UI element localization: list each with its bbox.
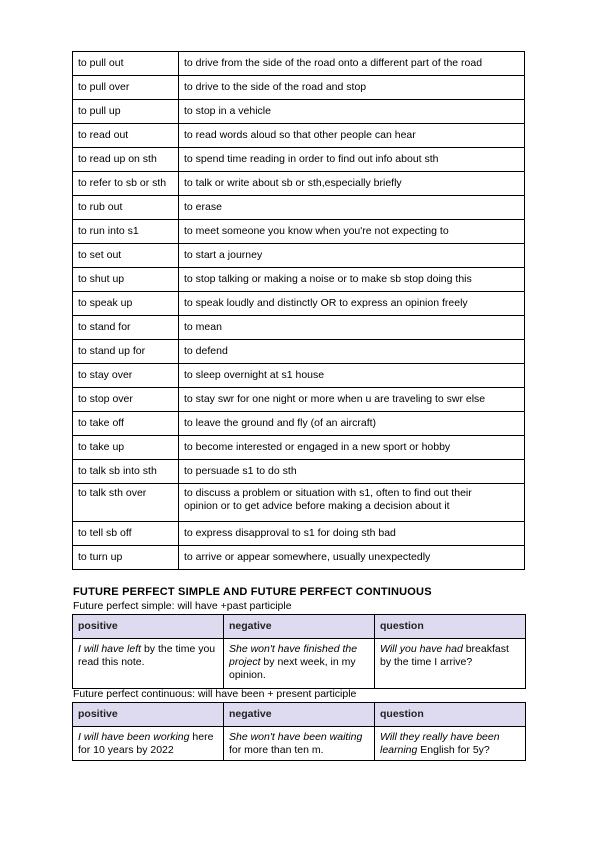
header-negative: negative: [224, 615, 375, 639]
table-row: [73, 522, 525, 546]
table-row: [73, 100, 525, 124]
header-question: question: [375, 703, 526, 727]
meaning-cell: to meet someone you know when you're not expecting to: [179, 220, 525, 244]
table-row: [73, 340, 525, 364]
phrasal-verb-cell: to pull out: [73, 52, 179, 76]
meaning-cell: to mean: [179, 316, 525, 340]
meaning-cell: to spend time reading in order to find out info about sth: [179, 148, 525, 172]
table-row: [73, 52, 525, 76]
phrasal-verb-cell: to stop over: [73, 388, 179, 412]
positive-example-rest: by the time you read this note.: [78, 643, 216, 668]
negative-example-verb: She won't have been waiting: [229, 731, 363, 743]
phrasal-verb-cell: to pull up: [73, 100, 179, 124]
phrasal-verb-cell: to turn up: [73, 546, 179, 570]
meaning-line: opinion or to get advice before making a decision about it: [184, 500, 450, 512]
meaning-cell: to talk or write about sb or sth,especially briefly: [179, 172, 525, 196]
meaning-cell: to become interested or engaged in a new sport or hobby: [179, 436, 525, 460]
meaning-cell: to defend: [179, 340, 525, 364]
positive-example: [73, 727, 224, 761]
table-row: [73, 196, 525, 220]
header-positive: positive: [73, 615, 224, 639]
positive-example-rest: here for 10 years by 2022: [78, 731, 214, 756]
meaning-cell: to stop in a vehicle: [179, 100, 525, 124]
positive-example: [73, 639, 224, 689]
meaning-cell: to leave the ground and fly (of an aircraft): [179, 412, 525, 436]
table-row: [73, 268, 525, 292]
section-title: FUTURE PERFECT SIMPLE AND FUTURE PERFECT CONTINUOUS: [73, 586, 432, 598]
table-row: [73, 244, 525, 268]
question-example-verb: Will you have had: [380, 643, 463, 655]
meaning-cell: to start a journey: [179, 244, 525, 268]
meaning-cell: to read words aloud so that other people can hear: [179, 124, 525, 148]
table-row: [73, 484, 525, 522]
future-perfect-continuous-table: [72, 702, 526, 761]
future-perfect-simple-table: [72, 614, 526, 689]
phrasal-verb-cell: to stand for: [73, 316, 179, 340]
negative-example: [224, 727, 375, 761]
phrasal-verb-cell: to take up: [73, 436, 179, 460]
header-positive: positive: [73, 703, 224, 727]
phrasal-verb-cell: to set out: [73, 244, 179, 268]
phrasal-verb-cell: to speak up: [73, 292, 179, 316]
table-row: [73, 388, 525, 412]
phrasal-verb-cell: to stay over: [73, 364, 179, 388]
meaning-cell: to speak loudly and distinctly OR to express an opinion freely: [179, 292, 525, 316]
phrasal-verb-cell: to run into s1: [73, 220, 179, 244]
phrasal-verb-cell: to read out: [73, 124, 179, 148]
question-example-rest: breakfast by the time I arrive?: [380, 643, 509, 668]
table-row: [73, 546, 525, 570]
phrasal-verb-cell: to talk sb into sth: [73, 460, 179, 484]
meaning-cell: to sleep overnight at s1 house: [179, 364, 525, 388]
phrasal-verbs-table: [72, 51, 525, 570]
table-row: [73, 148, 525, 172]
phrasal-verb-cell: to pull over: [73, 76, 179, 100]
negative-example-rest: for more than ten m.: [229, 744, 324, 756]
header-question: question: [375, 615, 526, 639]
table-row: [73, 220, 525, 244]
header-row: [73, 703, 526, 727]
positive-example-verb: I will have left: [78, 643, 142, 655]
meaning-cell: [179, 484, 525, 522]
meaning-cell: to persuade s1 to do sth: [179, 460, 525, 484]
example-row: [73, 727, 526, 761]
table-row: [73, 412, 525, 436]
meaning-line: to discuss a problem or situation with s1, often to find out their: [184, 487, 472, 499]
negative-example: [224, 639, 375, 689]
phrasal-verb-cell: to shut up: [73, 268, 179, 292]
question-example-rest: English for 5y?: [417, 744, 490, 756]
future-perfect-simple-subtitle: Future perfect simple: will have +past participle: [73, 600, 292, 612]
meaning-cell: to stop talking or making a noise or to make sb stop doing this: [179, 268, 525, 292]
negative-example-verb: She won't have finished the project: [229, 643, 358, 668]
table-row: [73, 172, 525, 196]
table-row: [73, 460, 525, 484]
table-row: [73, 124, 525, 148]
table-row: [73, 316, 525, 340]
future-perfect-continuous-subtitle: Future perfect continuous: will have been + present participle: [73, 688, 357, 700]
table-row: [73, 76, 525, 100]
header-negative: negative: [224, 703, 375, 727]
meaning-cell: to arrive or appear somewhere, usually unexpectedly: [179, 546, 525, 570]
table-row: [73, 364, 525, 388]
phrasal-verb-cell: to talk sth over: [73, 484, 179, 522]
table-row: [73, 292, 525, 316]
positive-example-verb: I will have been working: [78, 731, 190, 743]
negative-example-rest: by next week, in my opinion.: [229, 656, 356, 681]
phrasal-verb-cell: to refer to sb or sth: [73, 172, 179, 196]
phrasal-verb-cell: to rub out: [73, 196, 179, 220]
question-example: [375, 639, 526, 689]
phrasal-verb-cell: to tell sb off: [73, 522, 179, 546]
phrasal-verb-cell: to take off: [73, 412, 179, 436]
phrasal-verb-cell: to stand up for: [73, 340, 179, 364]
meaning-cell: to stay swr for one night or more when u are traveling to swr else: [179, 388, 525, 412]
phrasal-verbs-body: [73, 52, 525, 570]
question-example-verb: Will they really have been learning: [380, 731, 500, 756]
meaning-cell: to drive from the side of the road onto a different part of the road: [179, 52, 525, 76]
meaning-cell: to erase: [179, 196, 525, 220]
header-row: [73, 615, 526, 639]
phrasal-verb-cell: to read up on sth: [73, 148, 179, 172]
example-row: [73, 639, 526, 689]
meaning-cell: to express disapproval to s1 for doing sth bad: [179, 522, 525, 546]
meaning-cell: to drive to the side of the road and stop: [179, 76, 525, 100]
question-example: [375, 727, 526, 761]
table-row: [73, 436, 525, 460]
